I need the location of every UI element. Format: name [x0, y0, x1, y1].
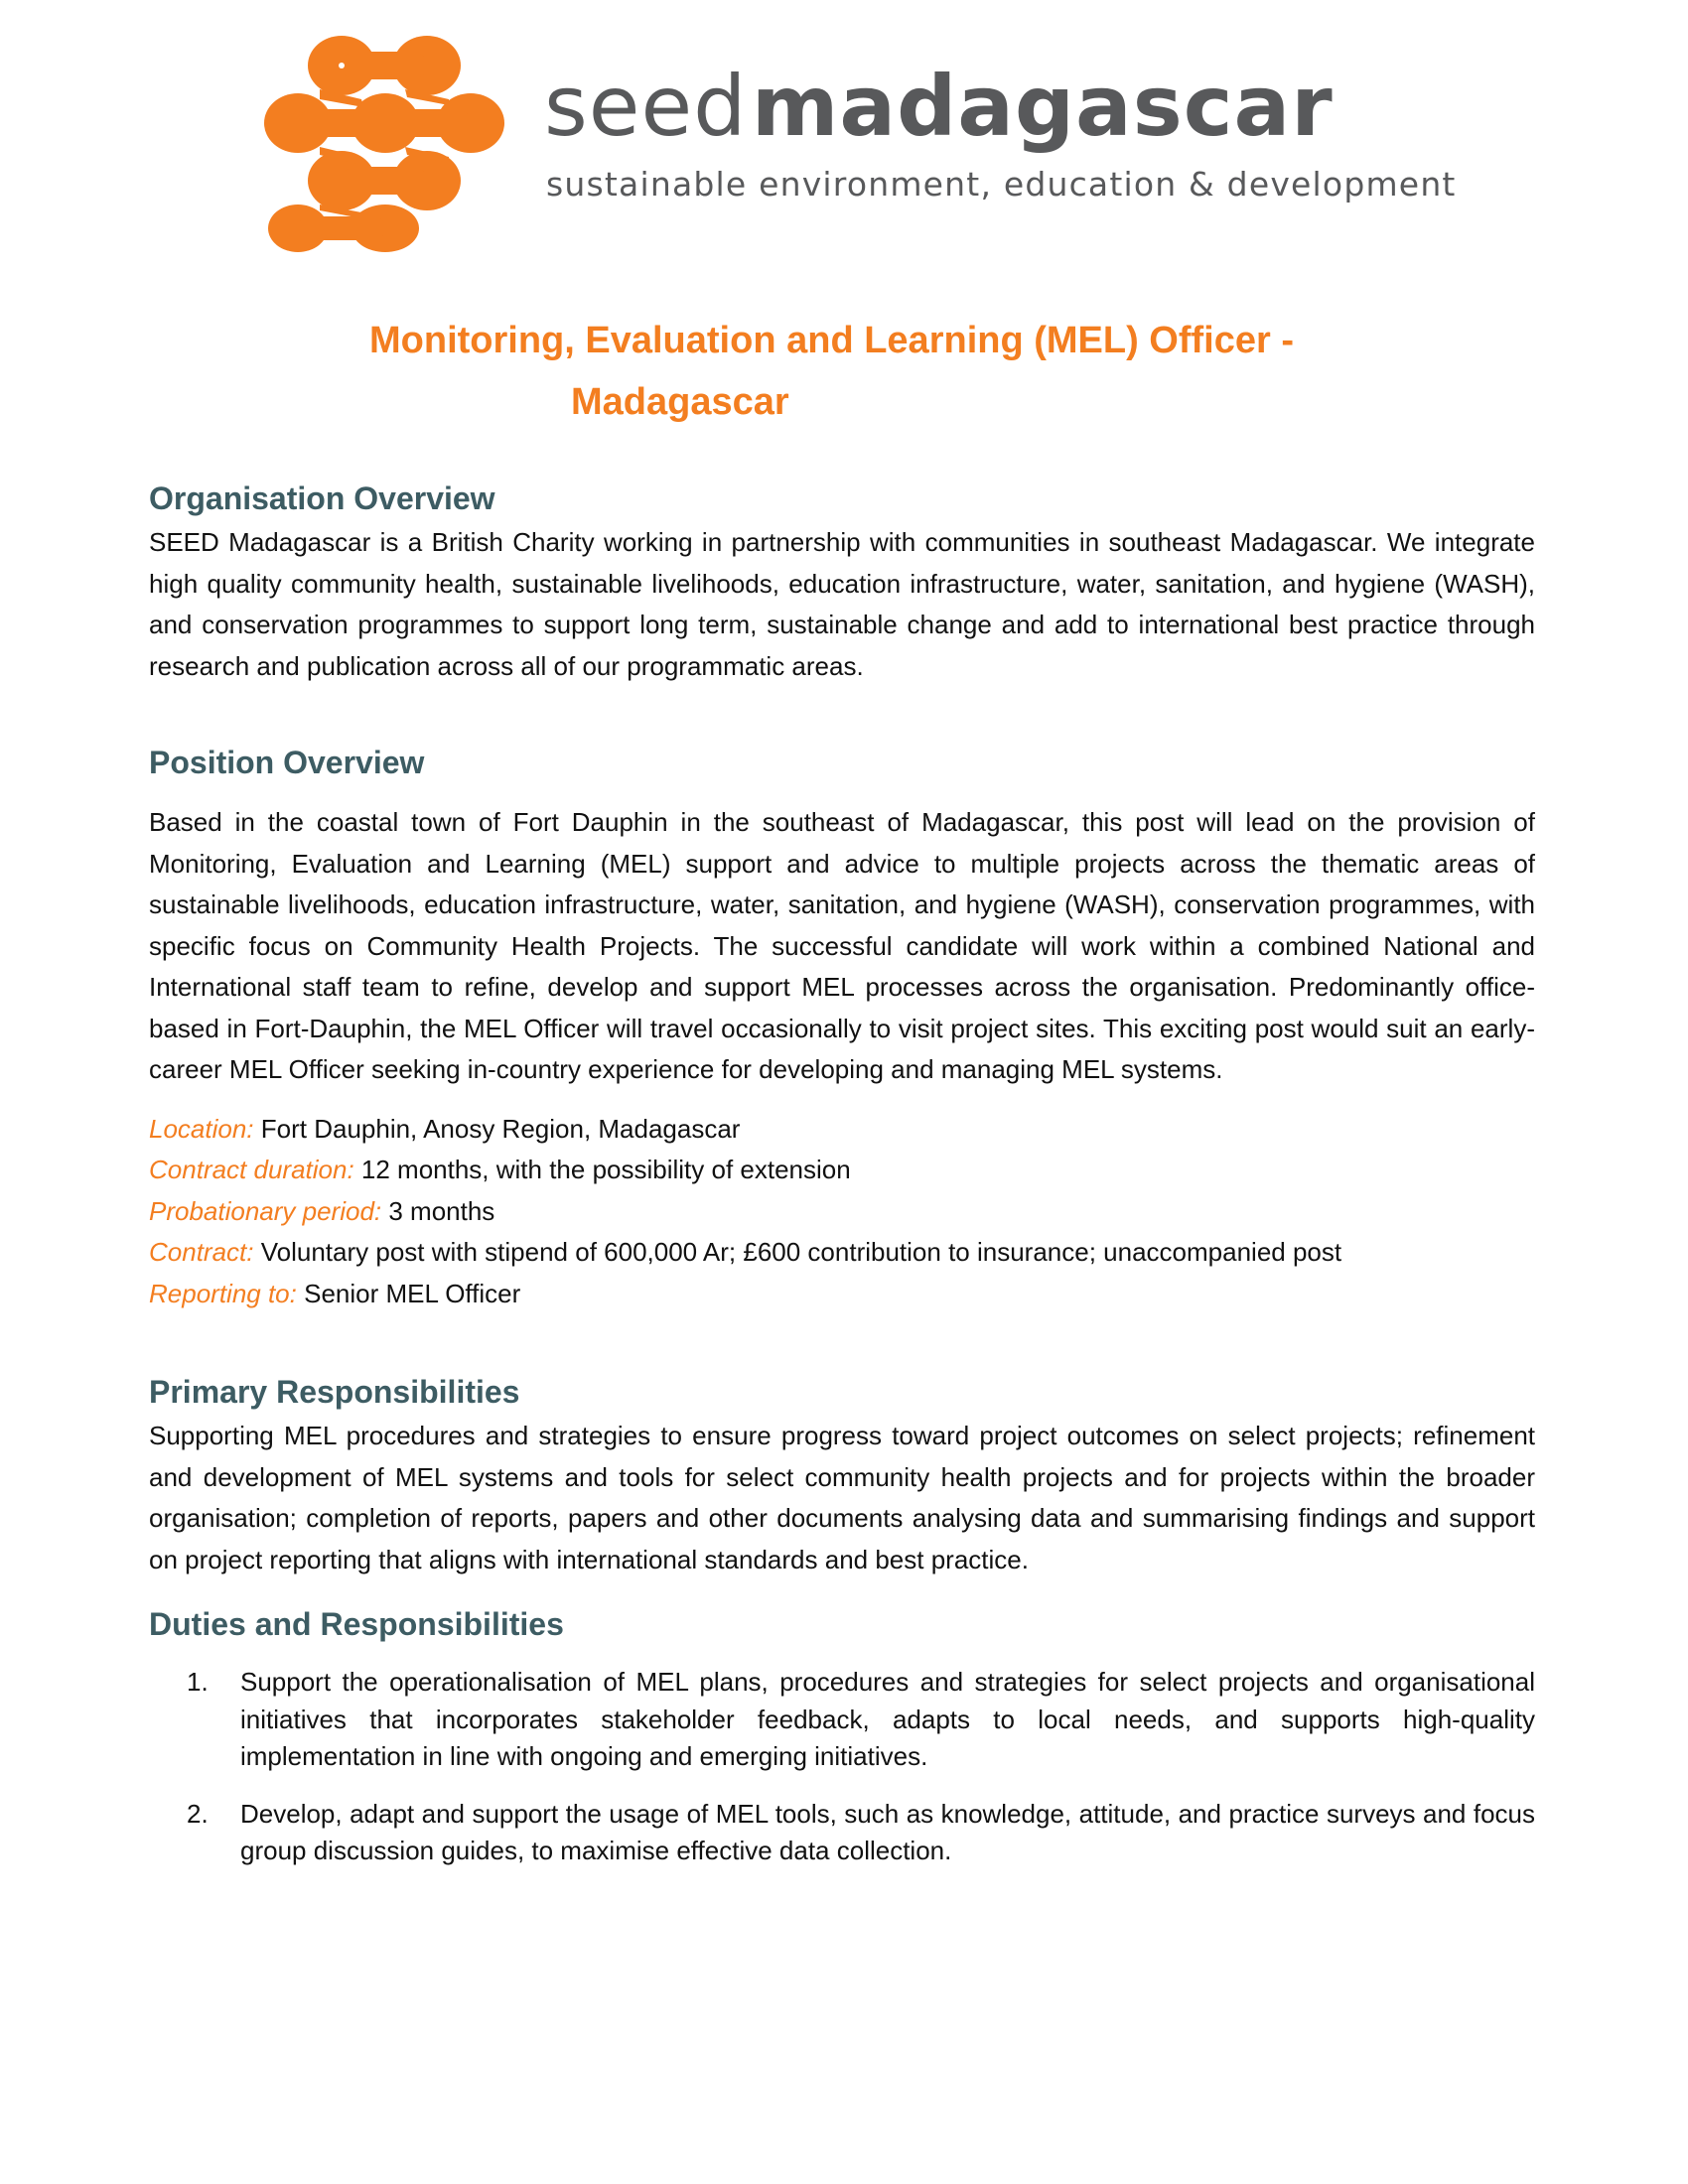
section-heading: Position Overview: [149, 745, 425, 780]
detail-label: Location:: [149, 1113, 254, 1144]
detail-value: Senior MEL Officer: [296, 1278, 521, 1308]
section-duties-and-responsibilities: [149, 1600, 1535, 1870]
section-heading: Primary Responsibilities: [149, 1374, 520, 1410]
seed-madagascar-logo: [250, 34, 1457, 252]
detail-row-reporting-to: [149, 1274, 1535, 1315]
detail-value: 3 months: [381, 1195, 495, 1226]
section-paragraph: Based in the coastal town of Fort Dauphin in the southeast of Madagascar, this post will lead on the provision of Monitoring, Evaluation and Learning (MEL) support and advice to multiple projects across the thematic areas of sustainable livelihoods, education infrastructure, water, sanitation, and hygiene (WASH), conservation programmes, with specific focus on Community Health Projects. The successful candidate will work within a combined National and International staff team to refine, develop and support MEL processes across the organisation. Predominantly office-based in Fort-Dauphin, the MEL Officer will travel occasionally to visit project sites. This exciting post would suit an early-career MEL Officer seeking in-country experience for developing and managing MEL systems.: [149, 807, 1535, 1084]
list-item-text: Support the operationalisation of MEL plans, procedures and strategies for select projects and organisational initiatives that incorporates stakeholder feedback, adapts to local needs, and supports high-quality implementation in line with ongoing and emerging initiatives.: [240, 1667, 1535, 1771]
detail-label: Reporting to:: [149, 1278, 297, 1308]
list-item: [149, 1664, 1535, 1776]
section-heading: Organisation Overview: [149, 480, 495, 516]
logo-word-seed: seed: [544, 58, 748, 155]
section-paragraph: SEED Madagascar is a British Charity working in partnership with communities in southeast Madagascar. We integrate high quality community health, sustainable livelihoods, education infrastructure, water, sanitation, and hygiene (WASH), and conservation programmes to support long term, sustainable change and add to international best practice through research and publication across all of our programmatic areas.: [149, 527, 1535, 681]
document-title: [149, 310, 1539, 433]
logo-tagline: sustainable environment, education & development: [546, 165, 1457, 204]
detail-row-contract-duration: [149, 1150, 1535, 1191]
document-title-line-1: Monitoring, Evaluation and Learning (MEL) Officer -: [369, 320, 1294, 361]
detail-row-probationary-period: [149, 1191, 1535, 1233]
list-item-number: 2.: [187, 1798, 209, 1829]
section-heading: Duties and Responsibilities: [149, 1606, 564, 1642]
seed-molecule-logo-icon: [250, 34, 508, 252]
section-position-overview: [149, 739, 1535, 1314]
list-item-text: Develop, adapt and support the usage of MEL tools, such as knowledge, attitude, and practice surveys and focus group discussion guides, to maximise effective data collection.: [240, 1798, 1535, 1865]
section-paragraph: Supporting MEL procedures and strategies to ensure progress toward project outcomes on select projects; refinement and development of MEL systems and tools for select community health projects and for projects within the broader organisation; completion of reports, papers and other documents analysing data and summarising findings and support on project reporting that aligns with international standards and best practice.: [149, 1421, 1535, 1574]
detail-row-location: [149, 1109, 1535, 1151]
document-title-line-2: Madagascar: [571, 381, 789, 423]
logo-word-madagascar: madagascar: [751, 58, 1334, 155]
detail-label: Probationary period:: [149, 1195, 382, 1226]
detail-value: Voluntary post with stipend of 600,000 Ar; £600 contribution to insurance; unaccompanied post: [253, 1237, 1342, 1267]
detail-label: Contract duration:: [149, 1155, 354, 1184]
detail-value: 12 months, with the possibility of extension: [353, 1155, 851, 1184]
duties-list: [149, 1664, 1535, 1870]
list-item: [149, 1796, 1535, 1870]
detail-value: Fort Dauphin, Anosy Region, Madagascar: [253, 1113, 741, 1144]
detail-row-contract: [149, 1232, 1535, 1274]
document-body: [149, 475, 1535, 1890]
section-primary-responsibilities: [149, 1368, 1535, 1580]
detail-label: Contract:: [149, 1237, 254, 1267]
logo-wordmark: [544, 58, 1334, 155]
list-item-number: 1.: [187, 1667, 209, 1697]
section-organisation-overview: [149, 475, 1535, 687]
position-details-list: [149, 1109, 1535, 1315]
